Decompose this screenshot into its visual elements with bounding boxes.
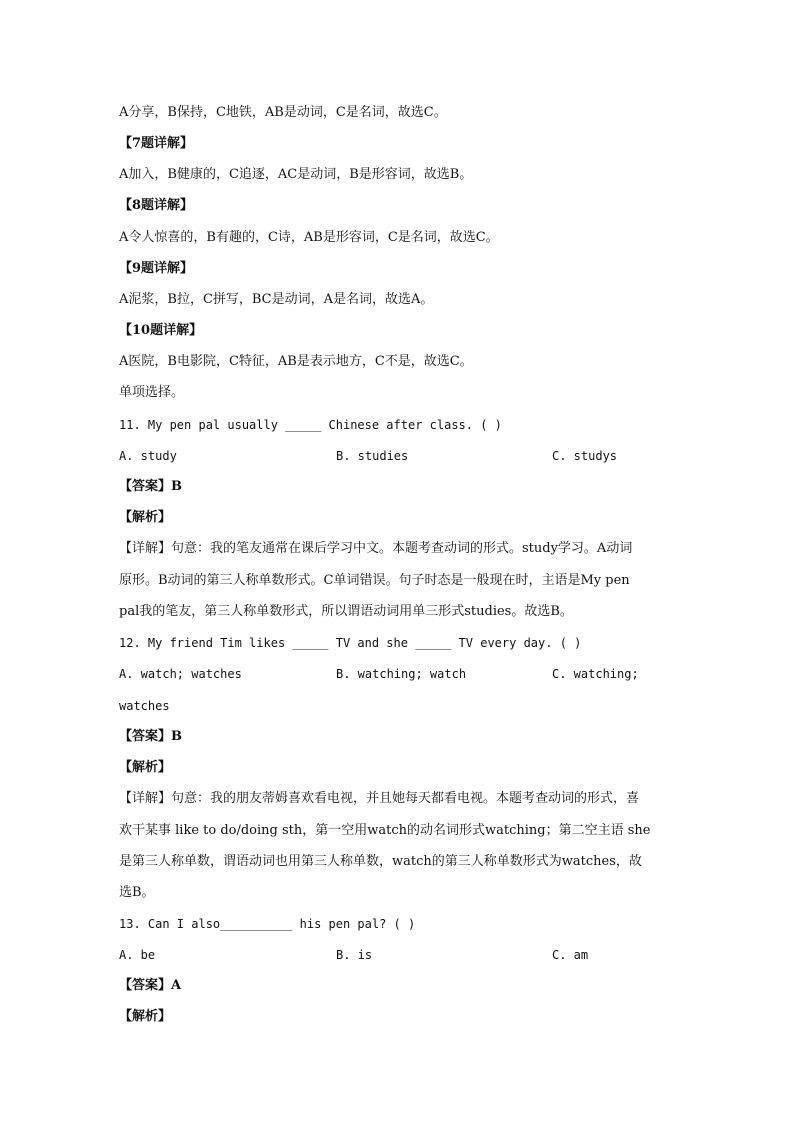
- section-title: 单项选择。: [119, 385, 185, 400]
- q12-answer: 【答案】B: [119, 729, 182, 744]
- q11-stem: 11. My pen pal usually _____ Chinese after class. ( ): [119, 418, 502, 432]
- q13-stem: 13. Can I also__________ his pen pal? ( ): [119, 917, 416, 931]
- explanation-line-10: A医院，B电影院，C特征，AB是表示地方，C不是，故选C。: [119, 354, 473, 369]
- q12-option-c: C. watching;: [552, 667, 639, 681]
- heading-q8: 【8题详解】: [119, 198, 194, 213]
- q13-option-c: C. am: [552, 948, 589, 962]
- q11-detail-line-2: 原形。B动词的第三人称单数形式。C单词错误。句子时态是一般现在时，主语是My pen: [119, 573, 630, 588]
- q11-option-b: B. studies: [336, 449, 409, 463]
- explanation-line-9: A泥浆，B拉，C拼写，BC是动词，A是名词，故选A。: [119, 292, 434, 307]
- explanation-line-8: A令人惊喜的，B有趣的，C诗，AB是形容词，C是名词，故选C。: [119, 230, 499, 245]
- q11-analysis-label: 【解析】: [119, 510, 172, 525]
- heading-q9: 【9题详解】: [119, 261, 194, 276]
- q12-stem: 12. My friend Tim likes _____ TV and she _____ TV every day. ( ): [119, 636, 582, 650]
- heading-q10: 【10题详解】: [119, 323, 203, 338]
- q12-detail-line-4: 选B。: [119, 885, 155, 900]
- q12-detail-line-1: 【详解】句意：我的朋友蒂姆喜欢看电视，并且她每天都看电视。本题考查动词的形式，喜: [119, 791, 640, 806]
- q12-option-c-continued: watches: [119, 699, 170, 713]
- q12-option-a: A. watch; watches: [119, 667, 242, 681]
- q11-option-c: C. studys: [552, 449, 618, 463]
- explanation-line-7: A加入，B健康的，C追逐，AC是动词，B是形容词，故选B。: [119, 167, 473, 182]
- q11-detail-line-3: pal我的笔友，第三人称单数形式，所以谓语动词用单三形式studies。故选B。: [119, 604, 573, 619]
- q13-answer: 【答案】A: [119, 978, 182, 993]
- q13-option-b: B. is: [336, 948, 373, 962]
- q12-analysis-label: 【解析】: [119, 760, 172, 775]
- explanation-line-6: A分享，B保持，C地铁，AB是动词，C是名词，故选C。: [119, 105, 447, 120]
- q13-analysis-label: 【解析】: [119, 1009, 172, 1024]
- q12-option-b: B. watching; watch: [336, 667, 467, 681]
- q12-detail-line-2: 欢干某事 like to do/doing sth，第一空用watch的动名词形式watching；第二空主语 she: [119, 823, 651, 838]
- q12-detail-line-3: 是第三人称单数，谓语动词也用第三人称单数，watch的第三人称单数形式为watches，故: [119, 854, 642, 869]
- q11-answer: 【答案】B: [119, 479, 182, 494]
- heading-q7: 【7题详解】: [119, 136, 194, 151]
- q11-option-a: A. study: [119, 449, 177, 463]
- q11-detail-line-1: 【详解】句意：我的笔友通常在课后学习中文。本题考查动词的形式。study学习。A动词: [119, 541, 633, 556]
- q13-option-a: A. be: [119, 948, 156, 962]
